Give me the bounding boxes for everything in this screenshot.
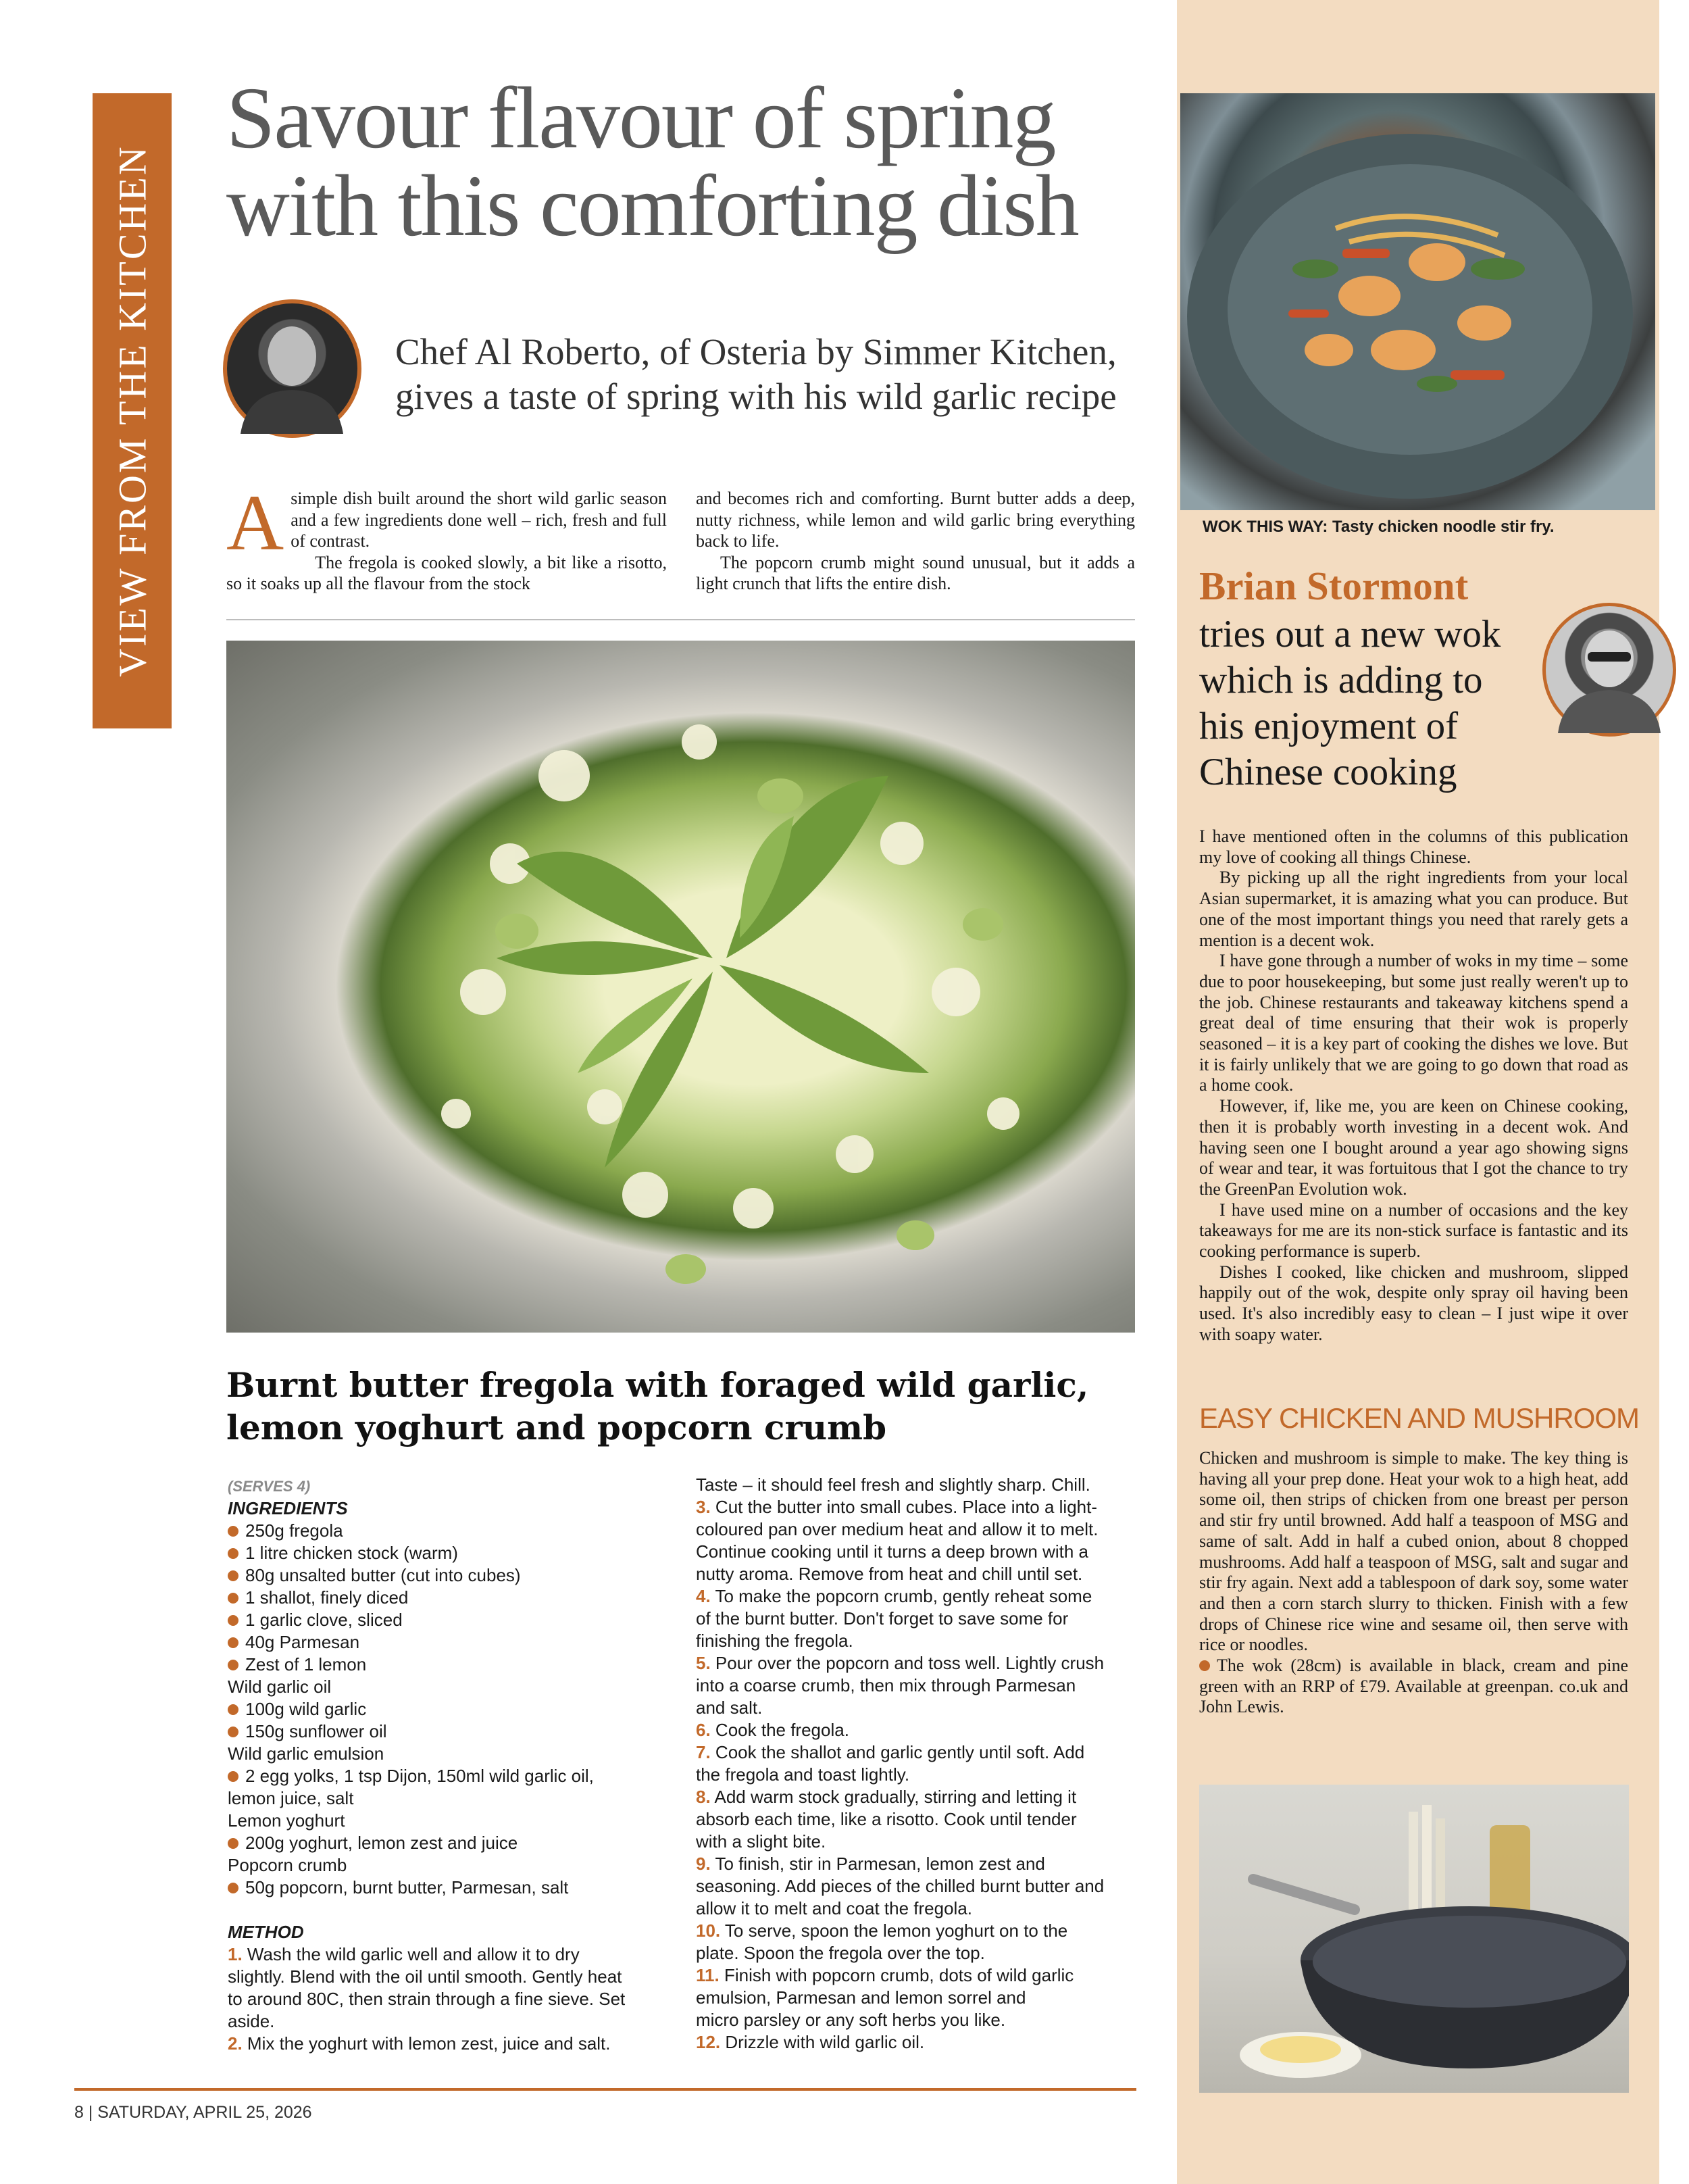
method-steps (228, 1943, 640, 2055)
ingredient-item (228, 1609, 640, 1631)
wok-photo (1180, 93, 1655, 510)
subheading: EASY CHICKEN AND MUSHROOM (1199, 1402, 1639, 1434)
step-text: Continue cooking until it turns a deep brown with a (696, 1541, 1089, 1562)
step-text: nutty aroma. Remove from heat and chill until set. (696, 1564, 1083, 1584)
section-tab-label: VIEW FROM THE KITCHEN (110, 145, 154, 677)
step-text: Pour over the popcorn and toss well. Lightly crush (715, 1653, 1105, 1673)
product-note-text: The wok (28cm) is available in black, cream and pine green with an RRP of £79. Available at greenpan. co.uk and John Lewis. (1199, 1656, 1628, 1717)
step-text: micro parsley or any soft herbs you like. (696, 2010, 1006, 2030)
method-line (696, 1764, 1108, 1786)
bullet-icon (228, 1838, 238, 1849)
columnist-dek: tries out a new wok which is adding to his enjoyment of Chinese cooking (1199, 613, 1501, 793)
step-text: coloured pan over medium heat and allow it to melt. (696, 1519, 1099, 1539)
step-text: the fregola and toast lightly. (696, 1764, 910, 1785)
method-line (696, 1719, 1108, 1741)
step-text: Mix the yoghurt with lemon zest, juice and salt. (247, 2033, 611, 2054)
ingredient-text: 80g unsalted butter (cut into cubes) (245, 1565, 521, 1585)
ingredient-text: 150g sunflower oil (245, 1721, 387, 1741)
method-column (696, 1474, 1108, 2054)
step-text: Add warm stock gradually, stirring and letting it (714, 1787, 1077, 1807)
ingredient-item (228, 1877, 640, 1899)
step-number: 11. (696, 1965, 720, 1985)
method-line (696, 1608, 1108, 1630)
ingredient-text: 1 shallot, finely diced (245, 1587, 409, 1608)
method-heading: METHOD (228, 1922, 304, 1942)
chef-silhouette-icon (227, 303, 357, 434)
step-text: emulsion, Parmesan and lemon sorrel and (696, 1987, 1026, 2008)
method-line (696, 1541, 1108, 1563)
step-number: 10. (696, 1920, 721, 1941)
step-text: aside. (228, 2011, 275, 2031)
method-line (228, 2010, 640, 2033)
ingredient-item (228, 1810, 640, 1832)
ingredient-item (228, 1564, 640, 1587)
ingredient-text: Popcorn crumb (228, 1855, 347, 1875)
method-line (696, 1652, 1108, 1674)
ingredient-text: 1 garlic clove, sliced (245, 1610, 403, 1630)
ingredient-text: Lemon yoghurt (228, 1810, 345, 1831)
ingredient-item (228, 1743, 640, 1765)
ingredient-text: 250g fregola (245, 1520, 343, 1541)
step-text: To serve, spoon the lemon yoghurt on to the (724, 1920, 1068, 1941)
step-text: and salt. (696, 1697, 763, 1718)
method-line (696, 1808, 1108, 1831)
method-line (696, 1786, 1108, 1808)
ingredient-item (228, 1587, 640, 1609)
ingredient-item (228, 1542, 640, 1564)
intro-column-2 (696, 488, 1135, 595)
chef-portrait (223, 299, 361, 438)
step-text: of the burnt butter. Don't forget to save some for (696, 1608, 1069, 1629)
intro-paragraph: and becomes rich and comforting. Burnt butter adds a deep, nutty richness, while lemon and wild garlic bring everything back to life. (696, 489, 1135, 551)
method-line (696, 1741, 1108, 1764)
pan-photo (1199, 1785, 1629, 2093)
ingredient-text: Zest of 1 lemon (245, 1654, 367, 1674)
method-line (228, 1988, 640, 2010)
divider (226, 619, 1135, 620)
step-text: Drizzle with wild garlic oil. (725, 2032, 925, 2052)
section-tab (93, 93, 172, 728)
ingredient-text: lemon juice, salt (228, 1788, 354, 1808)
product-note (1199, 1656, 1628, 1718)
method-line (228, 1943, 640, 1966)
ingredient-item (228, 1854, 640, 1877)
body-paragraph: I have used mine on a number of occasions and the key takeaways for me are its non-stick surface is fantastic and its cooking performance is superb. (1199, 1199, 1628, 1262)
step-text: allow it to melt and coat the fregola. (696, 1898, 973, 1918)
method-line (696, 1920, 1108, 1942)
ingredient-item (228, 1832, 640, 1854)
step-text: into a coarse crumb, then mix through Parmesan (696, 1675, 1076, 1695)
body-paragraph: I have gone through a number of woks in my time – some due to poor housekeeping, but some just really weren't up to the job. Chinese restaurants and takeaway kitchens spend a great deal of time ensuring that their wok is properly seasoned – it is a key part of cooking the dishes we love. But it is fairly unlikely that we are going to go down that road as a home cook. (1199, 951, 1628, 1095)
step-text: plate. Spoon the fregola over the top. (696, 1943, 985, 1963)
body-paragraph: However, if, like me, you are keen on Chinese cooking, then it is probably worth investing in a decent wok. And having seen one I bought around a year ago showing signs of wear and tear, it was fortuitous that I got the chance to try the GreenPan Evolution wok. (1199, 1096, 1628, 1199)
ingredients-heading: INGREDIENTS (228, 1498, 348, 1518)
step-text: Finish with popcorn crumb, dots of wild garlic (724, 1965, 1074, 1985)
step-number: 12. (696, 2032, 721, 2052)
intro-paragraph: The fregola is cooked slowly, a bit like a risotto, so it soaks up all the flavour from the stock (226, 552, 667, 593)
step-text: Cook the fregola. (715, 1720, 849, 1740)
ingredient-text: 100g wild garlic (245, 1699, 367, 1719)
headline-line-2: with this comforting dish (226, 157, 1078, 255)
bullet-icon (228, 1526, 238, 1537)
bullet-icon (228, 1593, 238, 1604)
dish-illustration (226, 641, 1135, 1333)
step-text: with a slight bite. (696, 1831, 826, 1852)
method-line (696, 1585, 1108, 1608)
method-line (696, 1518, 1108, 1541)
ingredient-item (228, 1676, 640, 1698)
bullet-icon (228, 1548, 238, 1559)
method-line: Taste – it should feel fresh and slightly sharp. Chill. (696, 1474, 1090, 1495)
step-text: Cut the butter into small cubes. Place into a light- (715, 1497, 1097, 1517)
bullet-icon (1199, 1660, 1210, 1671)
ingredient-item (228, 1787, 640, 1810)
step-number: 7. (696, 1742, 711, 1762)
ingredient-text: 2 egg yolks, 1 tsp Dijon, 150ml wild garlic oil, (245, 1766, 594, 1786)
step-number: 4. (696, 1586, 711, 1606)
method-line (696, 1987, 1108, 2009)
ingredient-item (228, 1720, 640, 1743)
step-number: 2. (228, 2033, 243, 2054)
method-line (696, 1853, 1108, 1875)
ingredient-text: Wild garlic oil (228, 1677, 332, 1697)
method-line (696, 1942, 1108, 1964)
serves-label: (SERVES 4) (228, 1478, 311, 1495)
method-line (696, 1964, 1108, 1987)
bullet-icon (228, 1704, 238, 1715)
headline-line-1: Savour flavour of spring (226, 70, 1055, 167)
step-number: 3. (696, 1497, 711, 1517)
intro-paragraph: simple dish built around the short wild garlic season and a few ingredients done well – rich, fresh and full of contrast. (291, 489, 667, 551)
step-text: slightly. Blend with the oil until smooth. Gently heat (228, 1966, 622, 1987)
ingredient-item (228, 1698, 640, 1720)
step-text: To make the popcorn crumb, gently reheat some (715, 1586, 1092, 1606)
ingredient-text: 40g Parmesan (245, 1632, 360, 1652)
bullet-icon (228, 1660, 238, 1670)
method-line (696, 1697, 1108, 1719)
wok-product-illustration (1199, 1785, 1629, 2093)
ingredient-item (228, 1765, 640, 1787)
method-line (696, 2031, 1108, 2054)
step-text: Wash the wild garlic well and allow it to dry (247, 1944, 580, 1964)
method-line (696, 1496, 1108, 1518)
ingredient-text: 200g yoghurt, lemon zest and juice (245, 1833, 518, 1853)
method-steps (696, 1496, 1108, 2054)
step-text: absorb each time, like a risotto. Cook until tender (696, 1809, 1077, 1829)
step-text: To finish, stir in Parmesan, lemon zest and (715, 1854, 1045, 1874)
ingredients-list (228, 1520, 640, 1899)
body-paragraph: Chicken and mushroom is simple to make. The key thing is having all your prep done. Heat your wok to a high heat, add some oil, then strips of chicken from one breast per person and stir fry until browned. Add half a teaspoon of MSG and same of salt. Add in half a cubed onion, about 8 chopped mushrooms. Add half a teaspoon of MSG, salt and sugar and stir fry again. Next add a tablespoon of dark soy, some water and then a corn starch slurry to thicken. Finish with a few drops of Chinese rice wine and sesame oil, then serve with rice or noodles. (1199, 1448, 1628, 1655)
method-line (696, 1875, 1108, 1897)
ingredient-text: 50g popcorn, burnt butter, Parmesan, salt (245, 1877, 569, 1897)
step-text: finishing the fregola. (696, 1631, 853, 1651)
columnist-silhouette-icon (1546, 606, 1673, 733)
method-line (228, 1966, 640, 1988)
page-footer: 8 | SATURDAY, APRIL 25, 2026 (74, 2103, 312, 2122)
step-text: to around 80C, then strain through a fine sieve. Set (228, 1989, 626, 2009)
stir-fry-illustration (1180, 93, 1655, 510)
step-number: 8. (696, 1787, 711, 1807)
method-line (696, 1630, 1108, 1652)
body-paragraph: By picking up all the right ingredients from your local Asian supermarket, it is amazing what you can produce. But one of the most important things you need that rarely gets a mention is a decent wok. (1199, 868, 1628, 950)
photo-caption: WOK THIS WAY: Tasty chicken noodle stir fry. (1203, 518, 1555, 536)
ingredient-item (228, 1520, 640, 1542)
ingredient-item (228, 1654, 640, 1676)
step-number: 9. (696, 1854, 711, 1874)
column-body (1199, 826, 1628, 1345)
ingredient-item (228, 1631, 640, 1654)
method-line (696, 1674, 1108, 1697)
ingredients-column (228, 1475, 640, 2055)
bullet-icon (228, 1570, 238, 1581)
columnist-portrait (1542, 603, 1676, 737)
ingredient-text: Wild garlic emulsion (228, 1743, 384, 1764)
method-line (696, 1897, 1108, 1920)
recipe-note (1199, 1448, 1628, 1718)
bullet-icon (228, 1727, 238, 1737)
bullet-icon (228, 1637, 238, 1648)
bullet-icon (228, 1615, 238, 1626)
standfirst: Chef Al Roberto, of Osteria by Simmer Kitchen, gives a taste of spring with his wild garlic recipe (395, 331, 1117, 417)
method-line (696, 1831, 1108, 1853)
step-number: 1. (228, 1944, 243, 1964)
recipe-title: Burnt butter fregola with foraged wild garlic, lemon yoghurt and popcorn crumb (226, 1365, 1089, 1447)
step-text: Cook the shallot and garlic gently until soft. Add (715, 1742, 1085, 1762)
drop-cap: A (226, 478, 284, 567)
step-number: 6. (696, 1720, 711, 1740)
bullet-icon (228, 1883, 238, 1893)
step-text: seasoning. Add pieces of the chilled burnt butter and (696, 1876, 1105, 1896)
method-line (228, 2033, 640, 2055)
method-line (696, 2009, 1108, 2031)
footer-rule (74, 2088, 1136, 2091)
ingredient-text: 1 litre chicken stock (warm) (245, 1543, 458, 1563)
columnist-name: Brian Stormont (1199, 564, 1469, 608)
intro-paragraph: The popcorn crumb might sound unusual, but it adds a light crunch that lifts the entire dish. (696, 552, 1135, 593)
headline (226, 70, 1125, 255)
body-paragraph: Dishes I cooked, like chicken and mushroom, slipped happily out of the wok, despite only spray oil having been used. It's also incredibly easy to clean – I just wipe it over with soapy water. (1199, 1262, 1628, 1344)
body-paragraph: I have mentioned often in the columns of this publication my love of cooking all things Chinese. (1199, 826, 1628, 867)
step-number: 5. (696, 1653, 711, 1673)
bullet-icon (228, 1771, 238, 1782)
dish-photo (226, 641, 1135, 1333)
intro-column-1 (226, 478, 667, 595)
method-line (696, 1563, 1108, 1585)
